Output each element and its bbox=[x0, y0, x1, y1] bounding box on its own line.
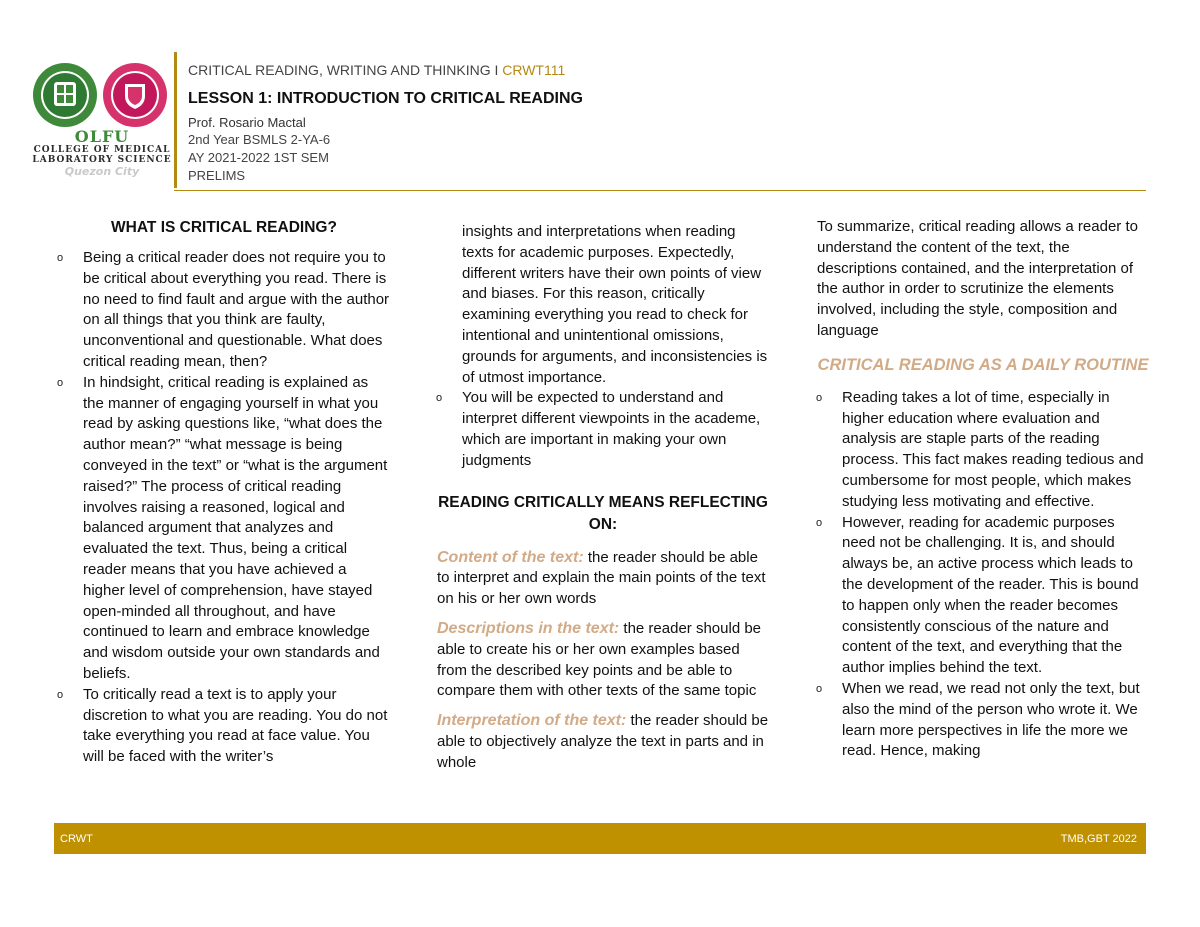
column-1 bbox=[58, 217, 390, 768]
term-info: AY 2021-2022 1ST SEM bbox=[188, 150, 329, 165]
section-heading: WHAT IS CRITICAL READING? bbox=[111, 219, 337, 236]
bullet-list bbox=[58, 248, 390, 768]
bullet-marker: o bbox=[816, 516, 823, 529]
bullet-marker: o bbox=[816, 391, 823, 404]
list-item bbox=[817, 513, 1149, 679]
bullet-marker: o bbox=[816, 682, 823, 695]
period-info: PRELIMS bbox=[188, 168, 246, 183]
column-2 bbox=[437, 222, 769, 774]
continued-paragraph: insights and interpretations when reading texts for academic purposes. Expectedly, different writers have their own points of view and biases. For this reason, critically examining everything you read to check for intentional and unintentional omissions, grounds for arguments, and inconsistencies is of utmost importance. bbox=[462, 223, 768, 386]
reflection-item bbox=[437, 711, 769, 773]
section-heading: CRITICAL READING AS A DAILY ROUTINE bbox=[817, 355, 1149, 374]
column-3 bbox=[817, 217, 1149, 762]
list-item bbox=[817, 679, 1149, 762]
bullet-list bbox=[817, 388, 1149, 762]
section-info: 2nd Year BSMLS 2-YA-6 bbox=[188, 132, 331, 147]
list-item-text: When we read, we read not only the text, but also the mind of the person who wrote it. We learn more perspectives in life the more we read. Hence, making bbox=[842, 679, 1140, 760]
list-item-text: Reading takes a lot of time, especially in higher education where evaluation and analysis are staple parts of the reading process. This fact makes reading tedious and cumbersome for most people, which makes studying less motivating and effective. bbox=[842, 388, 1144, 510]
list-item bbox=[58, 685, 390, 768]
header-divider-vertical bbox=[174, 52, 177, 188]
bullet-list bbox=[437, 388, 769, 471]
list-item-text: However, reading for academic purposes need not be challenging. It is, and should always be, an active process which leads to the development of the reader. This is bound to happen only when the reader becomes consistently conscious of the nature and content of the text, and everything that the author implies behind the text. bbox=[842, 513, 1139, 677]
list-item-text: Being a critical reader does not require you to be critical about everything you read. There is no need to find fault and argue with the author on all things that you think are faulty, unconventional and questionable. What does critical reading mean, then? bbox=[83, 249, 390, 370]
list-item-text: In hindsight, critical reading is explained as the manner of engaging yourself in what you read by asking questions like, “what does the author mean?” “what message is being conveyed in the text” or “what is the argument raised?” The process of critical reading involves raising a reasoned, logical and balanced argument that analyzes and evaluated the text. Thus, being a critical reader means that you have achieved a higher level of comprehension, have stayed open-minded all throughout, and have continued to learn and embrace knowledge and wisdom outside your own standards and beliefs. bbox=[83, 373, 388, 682]
list-item-text: You will be expected to understand and interpret different viewpoints in the academe, which are important in making your own judgments bbox=[462, 389, 761, 469]
item-label: Content of the text: bbox=[437, 548, 584, 566]
reflection-item bbox=[437, 619, 769, 702]
olfu-seal-icon bbox=[32, 62, 98, 128]
logo-college-line: COLLEGE OF MEDICAL bbox=[33, 145, 171, 155]
header-divider bbox=[174, 190, 1146, 191]
bullet-marker: o bbox=[57, 376, 64, 389]
bullet-marker: o bbox=[57, 252, 64, 264]
logo-wordmark: OLFU bbox=[74, 127, 130, 146]
bullet-marker: o bbox=[57, 688, 64, 701]
list-item bbox=[58, 248, 390, 373]
item-label: Descriptions in the text: bbox=[437, 619, 620, 637]
footer-left: CRWT bbox=[60, 833, 93, 845]
summary-paragraph: To summarize, critical reading allows a reader to understand the content of the text, the descriptions contained, and the interpretation of the author in order to scrutinize the elements involved, including the style, composition and language bbox=[817, 218, 1138, 339]
list-item bbox=[817, 388, 1149, 513]
item-text: the reader should be able to interpret and explain the main points of the text on his or her own words bbox=[437, 548, 766, 608]
item-label: Interpretation of the text: bbox=[437, 712, 627, 730]
document-header bbox=[188, 61, 583, 185]
item-text: the reader should be able to create his or her own examples based from the described key points and be able to compare them with other texts of the same topic bbox=[437, 619, 762, 700]
lesson-title: LESSON 1: INTRODUCTION TO CRITICAL READING bbox=[188, 90, 583, 107]
item-text: the reader should be able to objectively analyze the text in parts and in whole bbox=[437, 712, 769, 771]
list-item-text: To critically read a text is to apply your discretion to what you are reading. You do not take everything you read at face value. You will be faced with the writer’s bbox=[83, 685, 388, 766]
course-name: CRITICAL READING, WRITING AND THINKING I bbox=[188, 62, 499, 78]
list-item bbox=[437, 388, 769, 471]
professor-name: Prof. Rosario Mactal bbox=[188, 115, 306, 130]
page-footer bbox=[54, 823, 1146, 854]
college-seal-icon bbox=[102, 62, 168, 128]
section-heading: READING CRITICALLY MEANS REFLECTING ON: bbox=[438, 493, 768, 533]
course-title bbox=[188, 61, 583, 79]
logo-city: Quezon City bbox=[64, 165, 140, 178]
course-code: CRWT111 bbox=[502, 62, 566, 78]
olfu-logo bbox=[32, 62, 172, 187]
footer-right: TMB,GBT 2022 bbox=[1060, 833, 1137, 845]
list-item bbox=[58, 373, 390, 685]
logo-college-line: LABORATORY SCIENCE bbox=[32, 155, 172, 165]
bullet-marker: o bbox=[436, 392, 443, 405]
reflection-item bbox=[437, 548, 769, 610]
